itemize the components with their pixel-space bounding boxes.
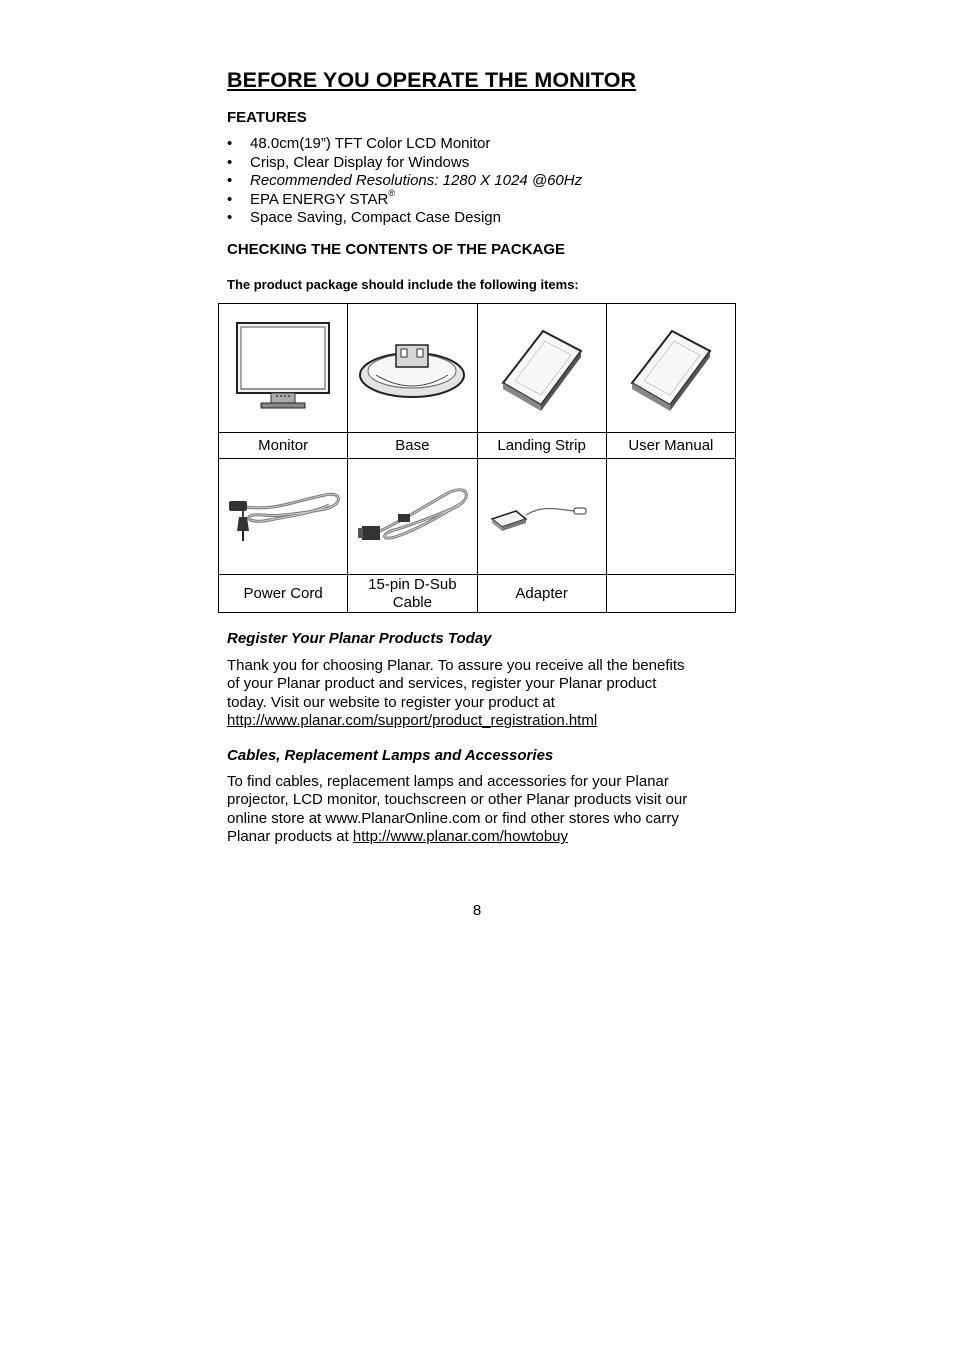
text-line [227,712,737,730]
feature-item [227,154,582,173]
features-heading: FEATURES [227,109,307,126]
text-line [227,828,737,846]
cables-heading: Cables, Replacement Lamps and Accessories [227,747,554,764]
feature-item [227,135,582,154]
bullet: • [227,172,233,190]
feature-item [227,209,582,228]
table-cell-empty [606,575,735,613]
register-heading: Register Your Planar Products Today [227,630,492,647]
user-manual-icon [624,325,718,411]
feature-text: EPA ENERGY STAR [250,190,389,208]
adapter-icon [486,497,598,537]
page-title: BEFORE YOU OPERATE THE MONITOR [227,68,637,92]
package-intro: The product package should include the following items: [227,277,579,292]
page-number: 8 [472,902,482,919]
cables-paragraph [227,773,737,847]
text-line: online store at www.PlanarOnline.com or find other stores who carry [227,809,679,827]
text-line: today. Visit our website to register your product at [227,693,555,711]
bullet: • [227,135,233,152]
howtobuy-link[interactable]: http://www.planar.com/howtobuy [352,828,569,846]
text-line: Thank you for choosing Planar. To assure you receive all the benefits [227,657,685,674]
text-segment: Planar products at [227,828,353,846]
table-cell [477,459,606,575]
text-line: To find cables, replacement lamps and accessories for your Planar [227,773,669,790]
table-row [219,304,736,433]
register-paragraph [227,657,737,731]
features-list [227,135,582,228]
item-label-dsub-cable [348,575,477,613]
table-cell [606,304,735,433]
table-row [219,459,736,575]
package-contents-table [218,303,736,613]
table-cell [348,304,477,433]
dsub-cable-icon [354,484,470,550]
item-label-user-manual: User Manual [606,433,735,459]
feature-text: Space Saving, Compact Case Design [250,209,501,227]
table-row [219,575,736,613]
label-line: Cable [392,593,432,611]
table-cell [348,459,477,575]
feature-item [227,187,582,210]
monitor-icon [235,321,331,415]
base-icon [356,335,468,401]
registered-mark: ® [388,187,396,198]
bullet: • [227,209,233,227]
item-label-base: Base [348,433,477,459]
table-row [219,433,736,459]
label-line: 15-pin D-Sub [368,575,457,593]
item-label-power-cord: Power Cord [219,575,348,613]
feature-text: Crisp, Clear Display for Windows [250,153,470,171]
bullet: • [227,153,233,171]
item-label-monitor: Monitor [219,433,348,459]
feature-item [227,172,582,191]
table-cell [219,459,348,575]
item-label-landing-strip: Landing Strip [477,433,606,459]
item-label-adapter: Adapter [477,575,606,613]
text-line: of your Planar product and services, register your Planar product [227,675,657,693]
landing-strip-icon [495,325,589,411]
feature-text: 48.0cm(19”) TFT Color LCD Monitor [250,135,491,152]
table-cell [219,304,348,433]
bullet: • [227,190,233,208]
package-heading: CHECKING THE CONTENTS OF THE PACKAGE [227,241,566,258]
table-cell [477,304,606,433]
registration-link[interactable]: http://www.planar.com/support/product_registration.html [227,712,598,730]
table-cell-empty [606,459,735,575]
feature-text: Recommended Resolutions: 1280 X 1024 @60Hz [250,172,583,190]
power-cord-icon [225,487,341,547]
text-line: projector, LCD monitor, touchscreen or other Planar products visit our [227,791,688,809]
